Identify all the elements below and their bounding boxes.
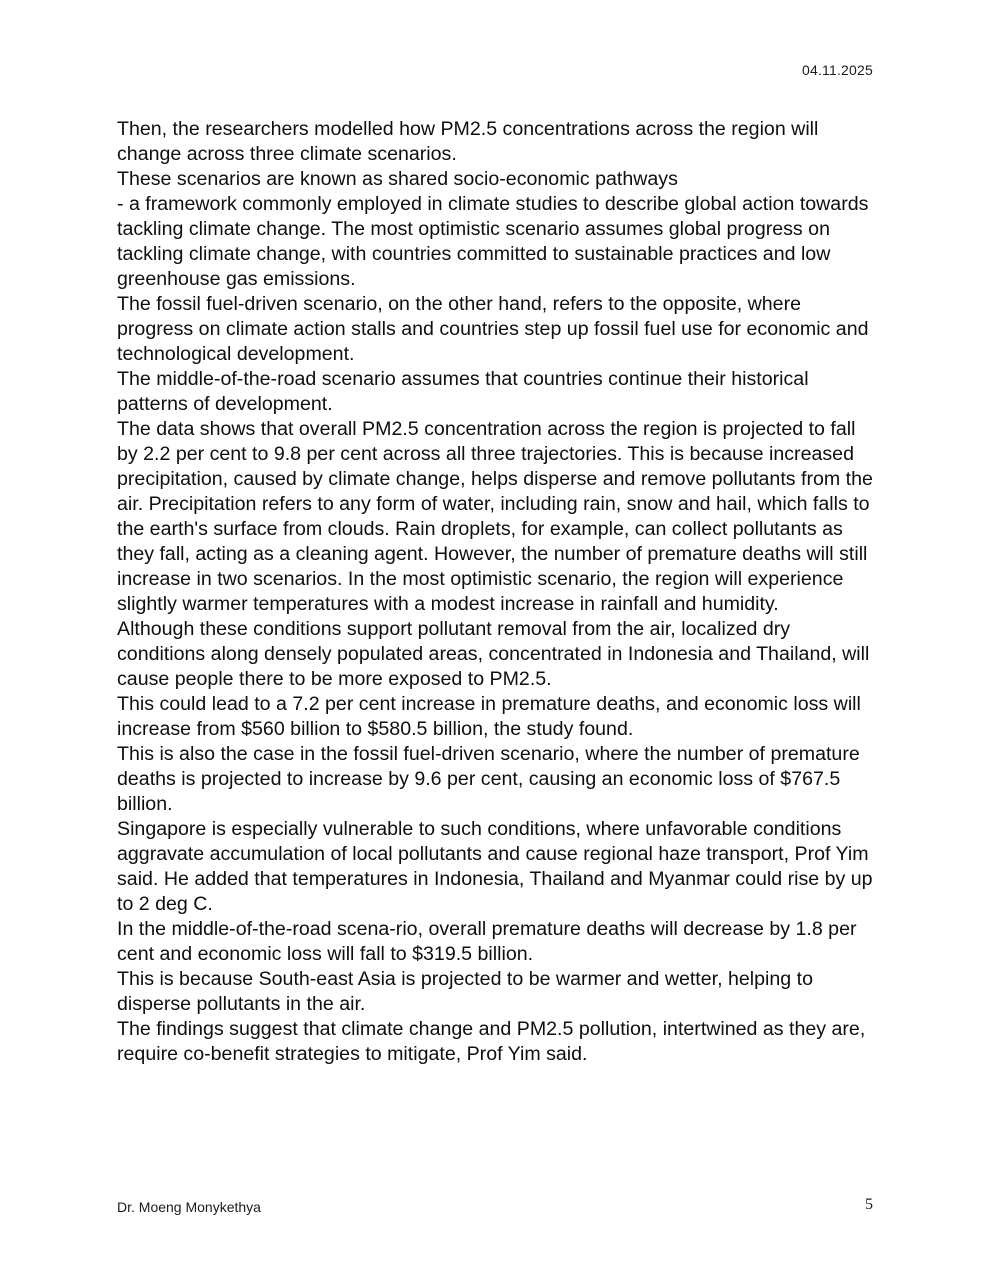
paragraph: This is because South-east Asia is projected to be warmer and wetter, helping to disperse pollutants in the air. <box>117 968 813 1015</box>
paragraph: The middle-of-the-road scenario assumes that countries continue their historical patterns of development. <box>117 368 809 415</box>
paragraph: Then, the researchers modelled how PM2.5 concentrations across the region will change across three climate scenarios. <box>117 118 819 165</box>
paragraph: Singapore is especially vulnerable to such conditions, where unfavorable conditions aggravate accumulation of local pollutants and cause regional haze transport, Prof Yim said. He added that temperatures in Indonesia, Thailand and Myanmar could rise by up to 2 deg C. <box>117 818 873 915</box>
paragraph: Although these conditions support pollutant removal from the air, localized dry conditions along densely populated areas, concentrated in Indonesia and Thailand, will cause people there to be more exposed to PM2.5. <box>117 618 870 690</box>
paragraph: The fossil fuel-driven scenario, on the other hand, refers to the opposite, where progress on climate action stalls and countries step up fossil fuel use for economic and technological development. <box>117 293 869 365</box>
paragraph: This is also the case in the fossil fuel-driven scenario, where the number of premature deaths is projected to increase by 9.6 per cent, causing an economic loss of $767.5 billion. <box>117 743 860 815</box>
paragraph: The findings suggest that climate change and PM2.5 pollution, intertwined as they are, require co-benefit strategies to mitigate, Prof Yim said. <box>117 1018 866 1065</box>
header-date: 04.11.2025 <box>801 62 873 78</box>
footer-author: Dr. Moeng Monykethya <box>117 1199 261 1215</box>
paragraph: These scenarios are known as shared socio-economic pathways <box>117 168 678 190</box>
paragraph: The data shows that overall PM2.5 concentration across the region is projected to fall by 2.2 per cent to 9.8 per cent across all three trajectories. This is because increased precipitation, caused by climate change, helps disperse and remove pollutants from the air. Precipitation refers to any form of water, including rain, snow and hail, which falls to the earth's surface from clouds. Rain droplets, for example, can collect pollutants as they fall, acting as a cleaning agent. However, the number of premature deaths will still increase in two scenarios. In the most optimistic scenario, the region will experience slightly warmer temperatures with a modest increase in rainfall and humidity. <box>117 418 873 615</box>
page-number: 5 <box>865 1196 873 1213</box>
paragraph: In the middle-of-the-road scena-rio, overall premature deaths will decrease by 1.8 per cent and economic loss will fall to $319.5 billion. <box>117 918 857 965</box>
paragraph: - a framework commonly employed in climate studies to describe global action towards tackling climate change. The most optimistic scenario assumes global progress on tackling climate change, with countries committed to sustainable practices and low greenhouse gas emissions. <box>117 193 869 290</box>
paragraph: This could lead to a 7.2 per cent increase in premature deaths, and economic loss will increase from $560 billion to $580.5 billion, the study found. <box>117 693 861 740</box>
document-body <box>117 117 877 1067</box>
